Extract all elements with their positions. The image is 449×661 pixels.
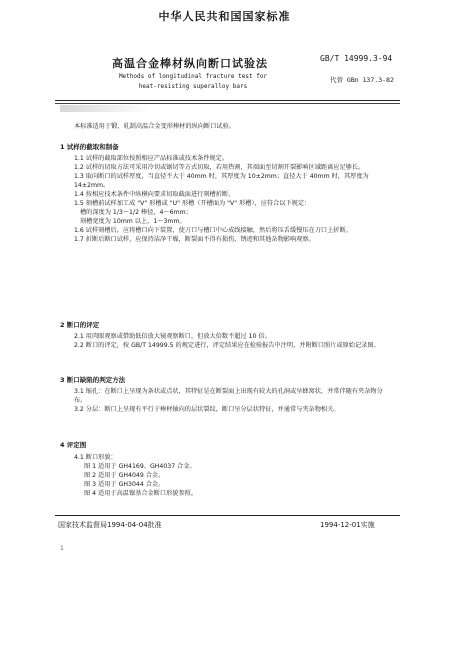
section-1-para: 1.2 试样的切取方法可采用冷切或锯切等方式切取，若用热割，其端面至切割开裂影响区域距离应足够长。	[74, 164, 365, 171]
scan-smear	[60, 105, 150, 112]
section-1-para: 槽的深度为 1/3～1/2 棒径，4～6mm；	[80, 209, 192, 216]
section-3	[60, 375, 395, 414]
section-4-para: 图 3 适用于 GH3044 合金。	[84, 481, 165, 488]
section-1-para: 1.6 试样刻槽后，应将槽口向下装置，使刀口与槽口中心成线接触，然后将压舌缓慢压在刀口上折断。	[74, 227, 352, 234]
standard-header: 中华人民共和国国家标准	[158, 10, 291, 23]
section-2-para: 2.2 断口的评定，按 GB/T 14999.5 的规定进行，评定结果应在检验报告中注明，并附断口照片或原始记录图。	[74, 342, 380, 349]
section-heading: 1 试样的截取和制备	[60, 143, 119, 151]
section-1	[60, 142, 395, 244]
title-en-line-1: Methods of longitudinal fracture test for	[118, 73, 268, 80]
section-1-para: 1.3 取向断口的试样厚度，当直径不大于 40mm 时，其厚度为 10±2mm；直径大于 40mm 时，其厚度为 14±2mm。	[74, 173, 369, 189]
section-4-para: 图 4 适用于高温镍基合金断口形貌参照。	[84, 490, 198, 497]
footer-divider	[55, 515, 400, 516]
section-4-para: 4.1 断口形貌：	[74, 454, 117, 461]
document-title: 高温合金棒材纵向断口试验法	[112, 57, 268, 70]
header-divider-thin	[55, 103, 400, 104]
section-1-para: 1.7 折断后断口试样，应保持洁净干燥，断裂面不得有损伤、锈迹和其他杂物影响观察。	[74, 236, 315, 243]
section-1-para: 1.5 刻槽前试样加工成 "V" 形槽或 "U" 形槽（开槽面为 "V" 形槽），应符合以下规定：	[74, 200, 311, 207]
document-title-english	[98, 72, 288, 92]
replaces-note: 代替 GBn 137.3-82	[330, 76, 394, 84]
section-1-para: 刻槽宽度为 10mm 以上，1～3mm。	[80, 218, 186, 225]
section-2	[60, 320, 395, 350]
standard-number: GB/T 14999.3-94	[320, 54, 393, 63]
section-heading: 3 断口缺陷的判定方法	[60, 376, 126, 384]
section-4-para: 图 2 适用于 GH4049 合金。	[84, 472, 165, 479]
section-2-para: 2.1 用肉眼观察或借助低倍放大镜观察断口，但放大倍数不超过 10 倍。	[74, 333, 271, 340]
intro-paragraph: 本标准适用于锻、轧制高温合金变形棒材的纵向断口试验。	[74, 123, 235, 130]
section-heading: 4 评定图	[60, 441, 87, 449]
approval-date: 国家技术监督局1994-04-04批准	[58, 521, 162, 529]
section-1-para: 1.4 按相应技术条件中纵横向要求切取截面进行刻槽折断。	[74, 191, 235, 198]
section-4-para: 图 1 适用于 GH4169、GH4037 合金。	[84, 463, 196, 470]
section-4	[60, 440, 395, 498]
section-heading: 2 断口的评定	[60, 321, 100, 329]
implementation-date: 1994-12-01实施	[320, 521, 375, 529]
page-mark: 1	[60, 545, 64, 552]
section-1-para: 1.1 试样的截取部位按照相应产品标准或技术条件规定。	[74, 155, 229, 162]
title-en-line-2: heat-resisting superalloy bars	[138, 83, 248, 90]
section-3-para: 3.1 缩孔：在断口上呈现为条状或点状，其特征是在断裂面上出现有较大的孔洞或呈蜂窝状，并常伴随有夹杂物分布。	[74, 388, 383, 404]
header-divider	[55, 100, 400, 101]
section-3-para: 3.2 分层：断口上呈现有平行于棒材轴向的层状裂纹，断口呈分层状特征，并通常与夹杂物相关。	[74, 406, 340, 413]
